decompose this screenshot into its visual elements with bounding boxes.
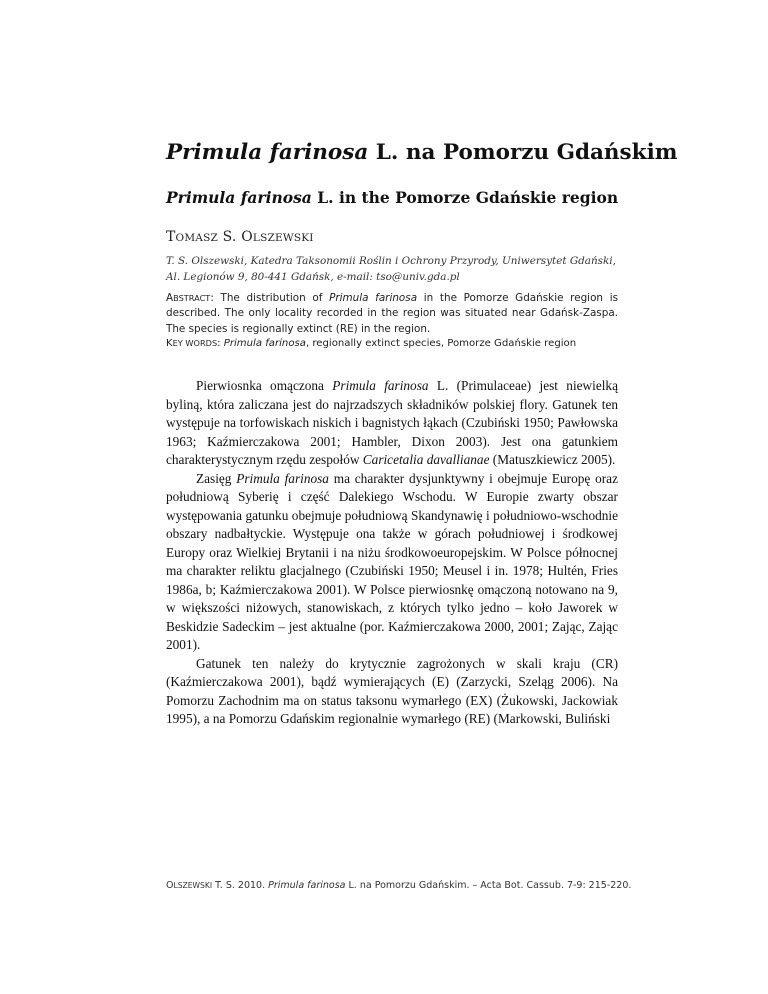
p1-species: Primula farinosa <box>332 378 429 393</box>
body-paragraph-2 <box>166 470 618 655</box>
p1-text-b: L. (Primulaceae) jest niewielką byliną, która zaliczana jest do najrzadszych składników polskiej flory. Gatunek ten występuje na torfowiskach niskich i bagnistych łąkach (Czubiński 1950; Pawłowska 1963; Kaźmierczakowa 2001; Hambler, Dixon 2003). Jest ona gatunkiem charakterystycznym rzędu zespołów <box>166 378 618 467</box>
abstract-label <box>166 292 210 304</box>
kw-initial-1: K <box>166 338 173 349</box>
author-first-rest: OMASZ <box>175 232 218 244</box>
citation-author-rest: LSZEWSKI <box>173 881 213 890</box>
kw-initial-2: W <box>185 338 194 348</box>
citation-text-b: L. na Pomorzu Gdańskim. – Acta Bot. Cassub. 7-9: 215-220. <box>345 880 632 891</box>
p1-text-a: Pierwiosnka omączona <box>196 378 333 393</box>
abstract <box>166 291 618 337</box>
citation-author-initial: O <box>166 880 174 891</box>
abstract-species: Primula farinosa <box>329 292 418 304</box>
p2-species: Primula farinosa <box>236 470 329 486</box>
title-species-name: Primula farinosa <box>166 140 369 165</box>
kw-rest-1: EY <box>172 338 186 348</box>
body-paragraph-1 <box>166 377 618 470</box>
p2-text-a: Zasięg <box>196 470 237 486</box>
citation-footer <box>166 879 636 892</box>
keywords-colon: : <box>217 338 224 349</box>
author-last-initial: O <box>241 229 253 245</box>
title-en-rest: L. in the Pomorze Gdańskie region <box>311 188 619 207</box>
citation-species: Primula farinosa <box>268 880 346 891</box>
abstract-text-2: in the Pomorze Gdańskie region is described. The only locality recorded in the region was situated near Gdańsk-Zaspa. The species is regionally extinct (RE) in the region. <box>166 292 618 335</box>
body-paragraph-3 <box>166 655 618 729</box>
keywords-species: Primula farinosa <box>223 338 306 349</box>
article-title-polish <box>166 140 686 165</box>
author-first-initial: T <box>166 229 176 245</box>
abstract-text-1: The distribution of <box>220 292 330 304</box>
author-name <box>166 229 646 245</box>
author-affiliation <box>166 254 618 285</box>
author-middle: S. <box>217 229 242 245</box>
title-rest: L. na Pomorzu Gdańskim <box>368 140 678 165</box>
p2-text-b: ma charakter dysjunktywny i obejmuje Europę oraz południową Syberię i część Dalekiego Wschodu. W Europie zwarty obszar występowania gatunku obejmuje południową Skandynawię i południowo-wschodnie obszary nadbałtyckie. Występuje ona także w górach południowej i środkowej Europy oraz Wielkiej Brytanii i na niżu środkowoeuropejskim. W Polsce północnej ma charakter reliktu glacjalnego (Czubiński 1950; Meusel i in. 1978; Hultén, Fries 1986a, b; Kaźmierczakowa 2001). W Polsce pierwiosnkę omączoną notowano na 9, w większości niżowych, stanowiskach, z których tylko jedno – koło Jaworek w Beskidzie Sadeckim – jest aktualne (por. Kaźmierczakowa 2000, 2001; Zając, Zając 2001). <box>166 470 618 652</box>
p1-order-name: Caricetalia davallianae <box>362 452 490 467</box>
article-title-english <box>166 188 686 207</box>
p1-text-c: (Matuszkiewicz 2005). <box>489 452 616 467</box>
p3-text-a: Gatunek ten należy do krytycznie zagrożonych w skali kraju (CR) (Kaźmierczakowa 2001), bądź wymierających (E) (Zarzycki, Szeląg 2006). Na Pomorzu Zachodnim ma on status taksonu wymarłego (EX) (Żukowski, Jackowiak 1995), a na Pomorzu Gdańskim regionalnie wymarłego (RE) (Markowski, Buliński <box>166 655 618 726</box>
kw-rest-2: ORDS <box>193 338 218 348</box>
affiliation-line-2: Al. Legionów 9, 80-441 Gdańsk, e-mail: tso@univ.gda.pl <box>166 270 460 283</box>
citation-text-a: T. S. 2010. <box>212 880 269 891</box>
abstract-label-rest: BSTRACT <box>173 293 211 303</box>
keywords-label <box>166 338 217 349</box>
affiliation-line-1: T. S. Olszewski, Katedra Taksonomii Roślin i Ochrony Przyrody, Uniwersytet Gdański, <box>166 255 616 267</box>
keywords <box>166 336 636 351</box>
abstract-label-initial: A <box>166 292 174 304</box>
author-last-rest: LSZEWSKI <box>252 232 314 244</box>
title-en-species-name: Primula farinosa <box>166 188 312 207</box>
keywords-rest: , regionally extinct species, Pomorze Gdańskie region <box>305 338 577 349</box>
article-body <box>166 377 618 729</box>
abstract-colon: : <box>210 292 221 304</box>
